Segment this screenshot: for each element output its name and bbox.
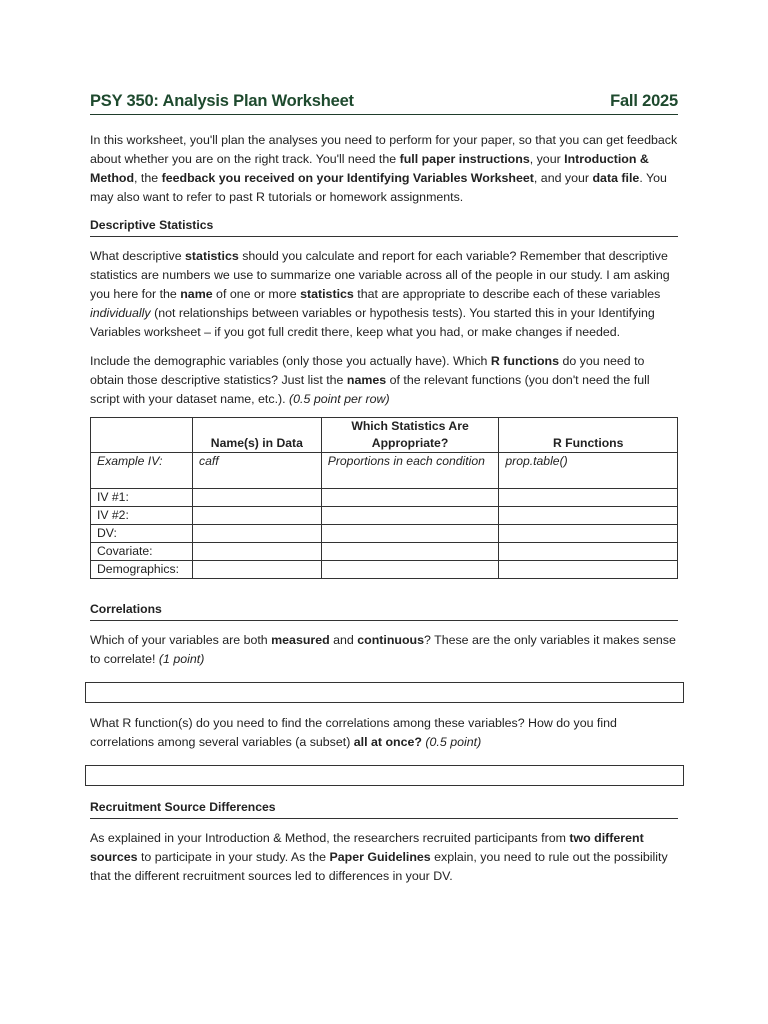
row-label: Demographics: (91, 561, 193, 579)
intro-paragraph: In this worksheet, you'll plan the analyses you need to perform for your paper, so that you can get feedback about whether you are on the right track. You'll need the full paper instructions, your Introduction & Method, the feedback you received on your Identifying Variables Worksheet, and your data file. You may also want to refer to past R tutorials or homework assignments. (90, 133, 678, 204)
correlation-functions-answer-box[interactable] (85, 765, 684, 786)
table-row (91, 525, 678, 543)
statistics-input-cell[interactable] (321, 525, 499, 543)
table-header-functions: R Functions (499, 418, 678, 453)
table-header-blank (91, 418, 193, 453)
row-label: IV #2: (91, 507, 193, 525)
table-header-statistics: Which Statistics Are Appropriate? (321, 418, 499, 453)
row-label: DV: (91, 525, 193, 543)
names-input-cell[interactable] (192, 507, 321, 525)
names-input-cell[interactable] (192, 525, 321, 543)
row-label: Example IV: (91, 453, 193, 489)
row-label: IV #1: (91, 489, 193, 507)
table-row (91, 543, 678, 561)
correlated-variables-answer-box[interactable] (85, 682, 684, 703)
functions-input-cell[interactable] (499, 489, 678, 507)
worksheet-page (90, 92, 678, 886)
descriptive-statistics-table (90, 417, 678, 579)
example-function-cell: prop.table() (499, 453, 678, 489)
correlations-question-1: Which of your variables are both measured and continuous? These are the only variables it makes sense to correlate! (1 point) (90, 633, 676, 666)
table-header-row (91, 418, 678, 453)
table-row (91, 507, 678, 525)
example-stats-cell: Proportions in each condition (321, 453, 499, 489)
names-input-cell[interactable] (192, 561, 321, 579)
row-label: Covariate: (91, 543, 193, 561)
functions-input-cell[interactable] (499, 525, 678, 543)
statistics-input-cell[interactable] (321, 507, 499, 525)
functions-input-cell[interactable] (499, 561, 678, 579)
table-header-names: Name(s) in Data (192, 418, 321, 453)
names-input-cell[interactable] (192, 489, 321, 507)
functions-input-cell[interactable] (499, 543, 678, 561)
statistics-input-cell[interactable] (321, 489, 499, 507)
recruitment-source-heading: Recruitment Source Differences (90, 799, 678, 819)
table-row-example (91, 453, 678, 489)
names-input-cell[interactable] (192, 543, 321, 561)
descriptive-paragraph-2: Include the demographic variables (only those you actually have). Which R functions do you need to obtain those descriptive statistics? Just list the names of the relevant functions (you don't need the full script with your dataset name, etc.). (0.5 point per row) (90, 354, 650, 406)
descriptive-paragraph-1: What descriptive statistics should you calculate and report for each variable? Remember that descriptive statistics are numbers we use to summarize one variable across all of the people in our study. I am asking you here for the name of one or more statistics that are appropriate to describe each of these variables individually (not relationships between variables or hypothesis tests). You started this in your Identifying Variables worksheet – if you got full credit there, keep what you had, or make changes if needed. (90, 249, 670, 339)
table-row (91, 561, 678, 579)
functions-input-cell[interactable] (499, 507, 678, 525)
document-header (90, 92, 678, 115)
statistics-input-cell[interactable] (321, 543, 499, 561)
example-name-cell: caff (192, 453, 321, 489)
statistics-input-cell[interactable] (321, 561, 499, 579)
recruitment-paragraph: As explained in your Introduction & Method, the researchers recruited participants from two different sources to participate in your study. As the Paper Guidelines explain, you need to rule out the possibility that the different recruitment sources led to differences in your DV. (90, 831, 668, 883)
table-row (91, 489, 678, 507)
descriptive-statistics-heading: Descriptive Statistics (90, 217, 678, 237)
correlations-heading: Correlations (90, 601, 678, 621)
document-title: PSY 350: Analysis Plan Worksheet (90, 92, 354, 110)
correlations-question-2: What R function(s) do you need to find the correlations among these variables? How do you find correlations among several variables (a subset) all at once? (0.5 point) (90, 716, 617, 749)
term-label: Fall 2025 (610, 92, 678, 110)
